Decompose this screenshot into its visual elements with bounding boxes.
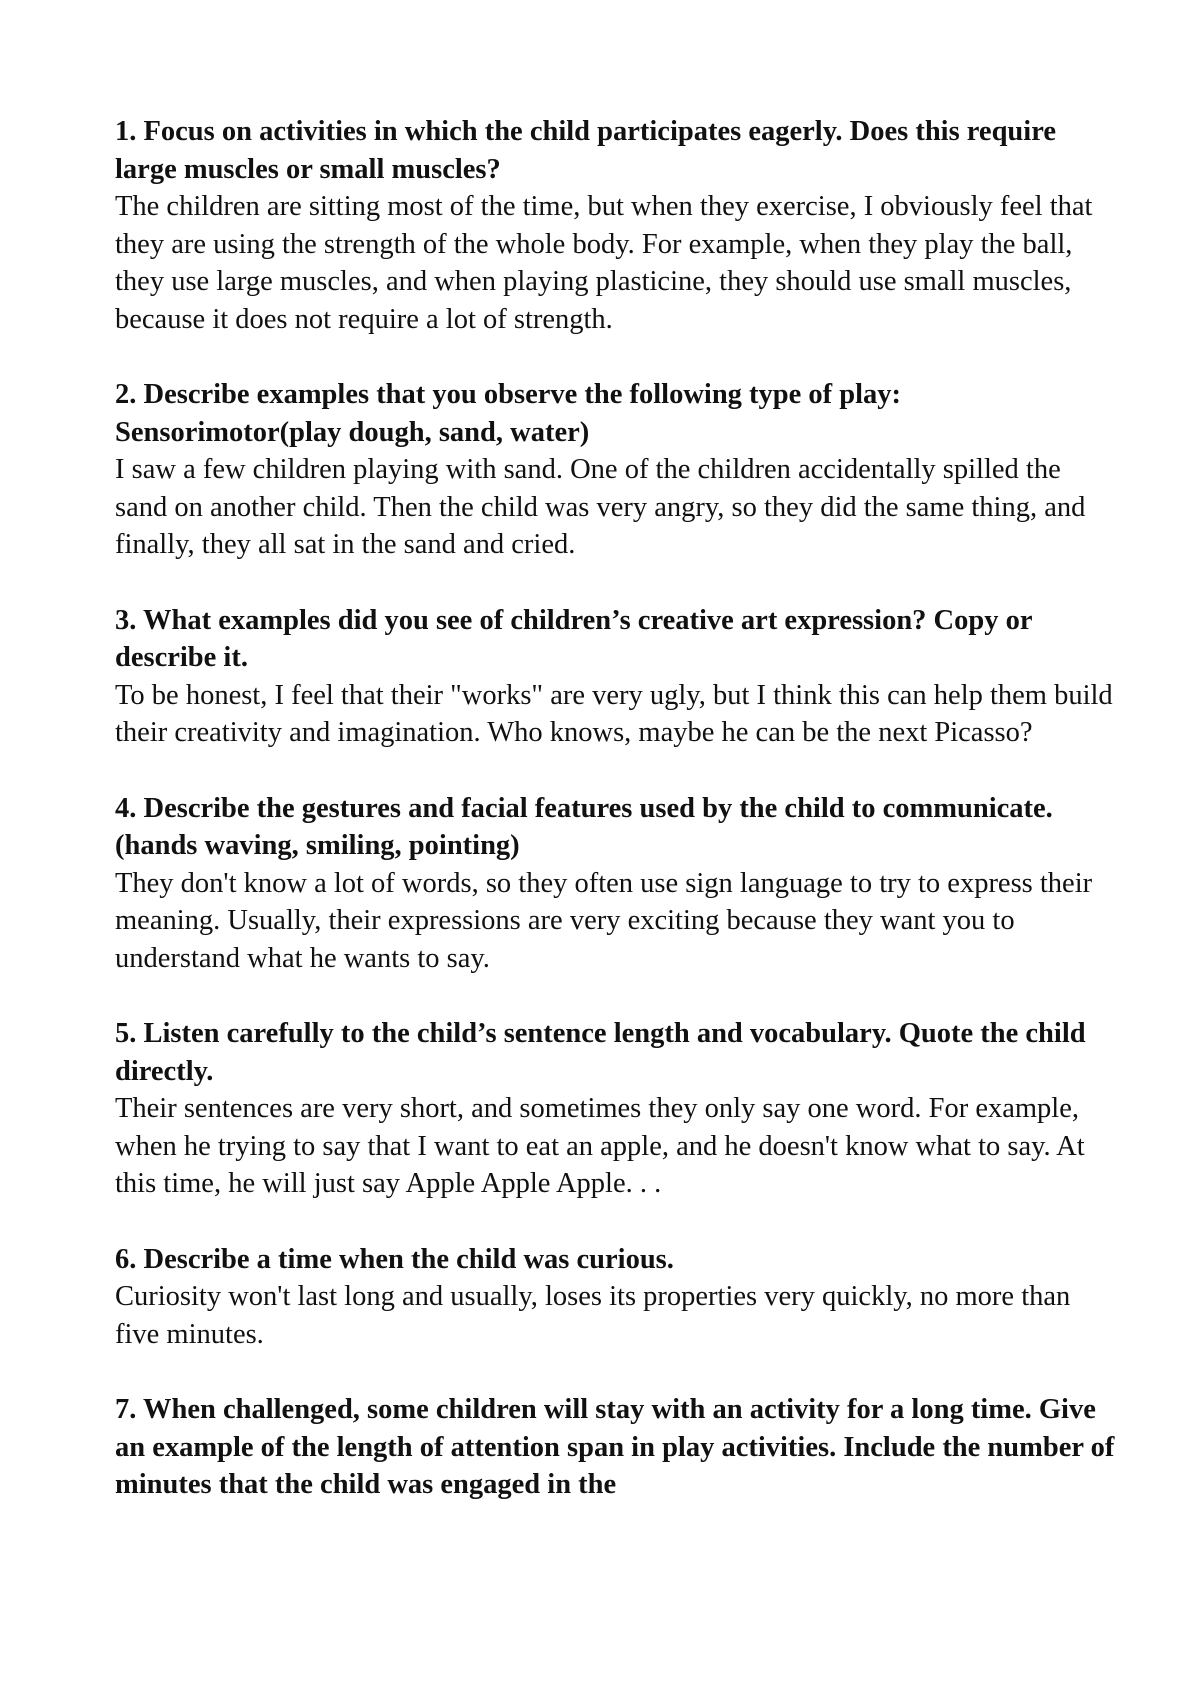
question-1: 1. Focus on activities in which the child participates eagerly. Does this require large muscles or small muscles?: [115, 116, 1056, 185]
question-7: 7. When challenged, some children will stay with an activity for a long time. Give an example of the length of attention span in play activities. Include the number of minutes that the child was engaged in the: [115, 1394, 1115, 1500]
question-4: 4. Describe the gestures and facial features used by the child to communicate. (hands waving, smiling, pointing): [115, 792, 1053, 861]
answer-6: Curiosity won't last long and usually, loses its properties very quickly, no more than five minutes.: [115, 1281, 1071, 1350]
qa-item-2: [115, 376, 1115, 564]
answer-5: Their sentences are very short, and sometimes they only say one word. For example, when he trying to say that I want to eat an apple, and he doesn't know what to say. At this time, he will just say Apple Apple Apple. . .: [115, 1093, 1085, 1199]
qa-item-3: [115, 602, 1115, 752]
answer-1: The children are sitting most of the time, but when they exercise, I obviously feel that they are using the strength of the whole body. For example, when they play the ball, they use large muscles, and when playing plasticine, they should use small muscles, because it does not require a lot of strength.: [115, 191, 1093, 335]
qa-item-4: [115, 790, 1115, 978]
question-3: 3. What examples did you see of children’s creative art expression? Copy or describe it.: [115, 604, 1032, 673]
answer-4: They don't know a lot of words, so they often use sign language to try to express their meaning. Usually, their expressions are very exciting because they want you to understand what he wants to say.: [115, 867, 1093, 974]
question-6: 6. Describe a time when the child was curious.: [115, 1243, 674, 1275]
qa-item-1: [115, 113, 1115, 338]
qa-item-5: [115, 1015, 1115, 1203]
answer-3: To be honest, I feel that their "works" are very ugly, but I think this can help them build their creativity and imagination. Who knows, maybe he can be the next Picasso?: [115, 679, 1113, 748]
qa-item-6: [115, 1241, 1115, 1354]
question-5: 5. Listen carefully to the child’s sentence length and vocabulary. Quote the child directly.: [115, 1018, 1086, 1087]
document-body: [115, 113, 1115, 1542]
answer-2: I saw a few children playing with sand. One of the children accidentally spilled the sand on another child. Then the child was very angry, so they did the same thing, and finally, they all sat in the sand and cried.: [115, 454, 1086, 560]
qa-item-7: [115, 1391, 1115, 1504]
question-2: 2. Describe examples that you observe the following type of play: Sensorimotor(play dough, sand, water): [115, 379, 902, 448]
